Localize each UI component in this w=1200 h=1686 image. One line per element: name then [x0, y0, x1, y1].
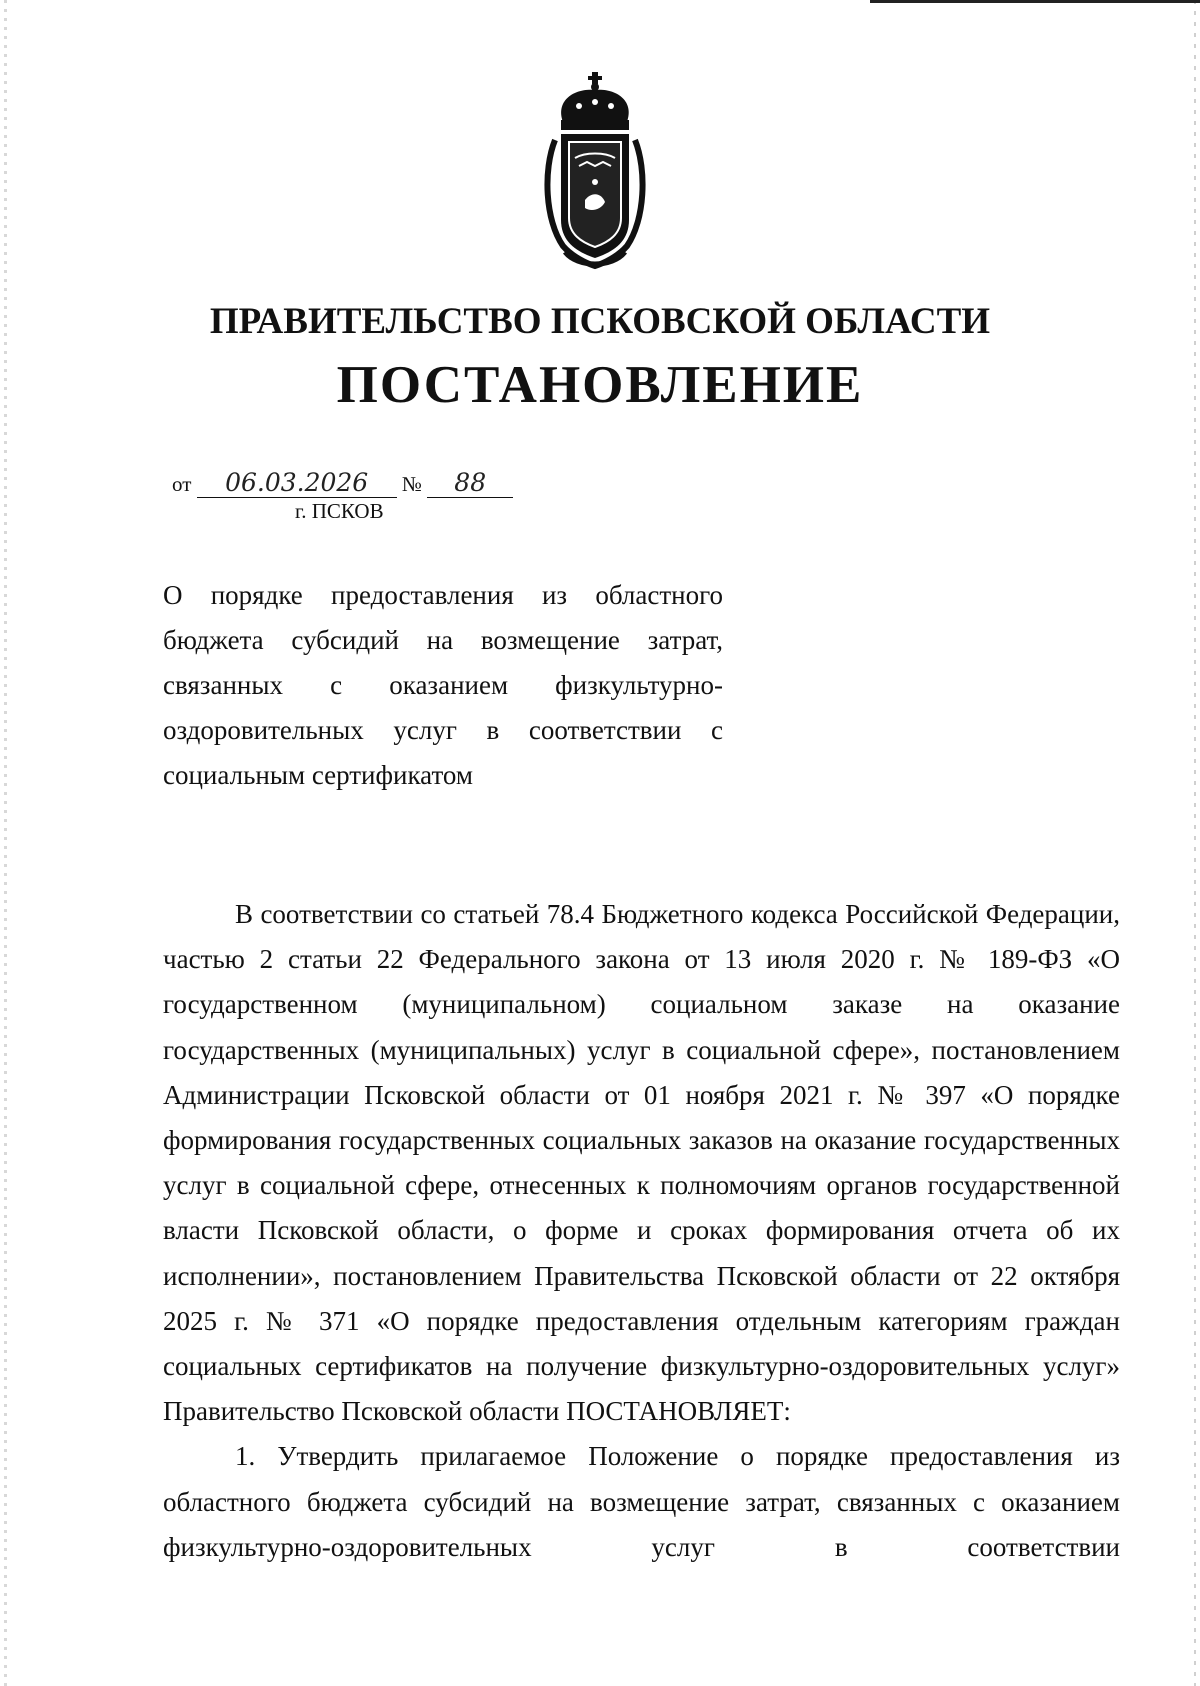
scan-top-line — [870, 0, 1200, 3]
city-label: г. ПСКОВ — [295, 499, 384, 523]
document-date: 06.03.2026 — [197, 468, 397, 498]
number-label: № — [401, 472, 422, 496]
item-1-paragraph: 1. Утвердить прилагаемое Положение о порядке предоставления из областного бюджета субсидий на возмещение затрат, связанных с оказанием физкультурно-оздоровительных услуг в соответствии — [163, 1441, 1120, 1562]
scan-edge-right — [1194, 0, 1196, 1686]
date-number-line — [172, 468, 513, 498]
from-label: от — [172, 472, 192, 496]
preamble-paragraph: В соответствии со статьей 78.4 Бюджетного кодекса Российской Федерации, частью 2 статьи 22 Федерального закона от 13 июля 2020 г. № 189-ФЗ «О государственном (муниципальном) социальном заказе на оказание государственных (муниципальных) услуг в социальной сфере», постановлением Администрации Псковской области от 01 ноября 2021 г. № 397 «О порядке формирования государственных социальных заказов на оказание государственных услуг в социальной сфере, отнесенных к полномочиям органов государственной власти Псковской области, о форме и сроках формирования отчета об их исполнении», постановлением Правительства Псковской области от 22 октября 2025 г. № 371 «О порядке предоставления отдельным категориям граждан социальных сертификатов на получение физкультурно-оздоровительных услуг» Правительство Псковской области ПОСТАНОВЛЯЕТ: — [163, 899, 1120, 1427]
pskov-coat-of-arms-icon — [535, 70, 655, 270]
scan-edge-left — [4, 0, 7, 1686]
organization-title: ПРАВИТЕЛЬСТВО ПСКОВСКОЙ ОБЛАСТИ — [209, 301, 991, 342]
document-number: 88 — [427, 468, 513, 498]
document-body — [163, 892, 1120, 1570]
document-subject: О порядке предоставления из областного бюджета субсидий на возмещение затрат, связанных с оказанием физкультурно-оздоровительных услуг в соответствии с социальным сертификатом — [163, 580, 723, 790]
document-type-title: ПОСТАНОВЛЕНИЕ — [336, 356, 864, 414]
